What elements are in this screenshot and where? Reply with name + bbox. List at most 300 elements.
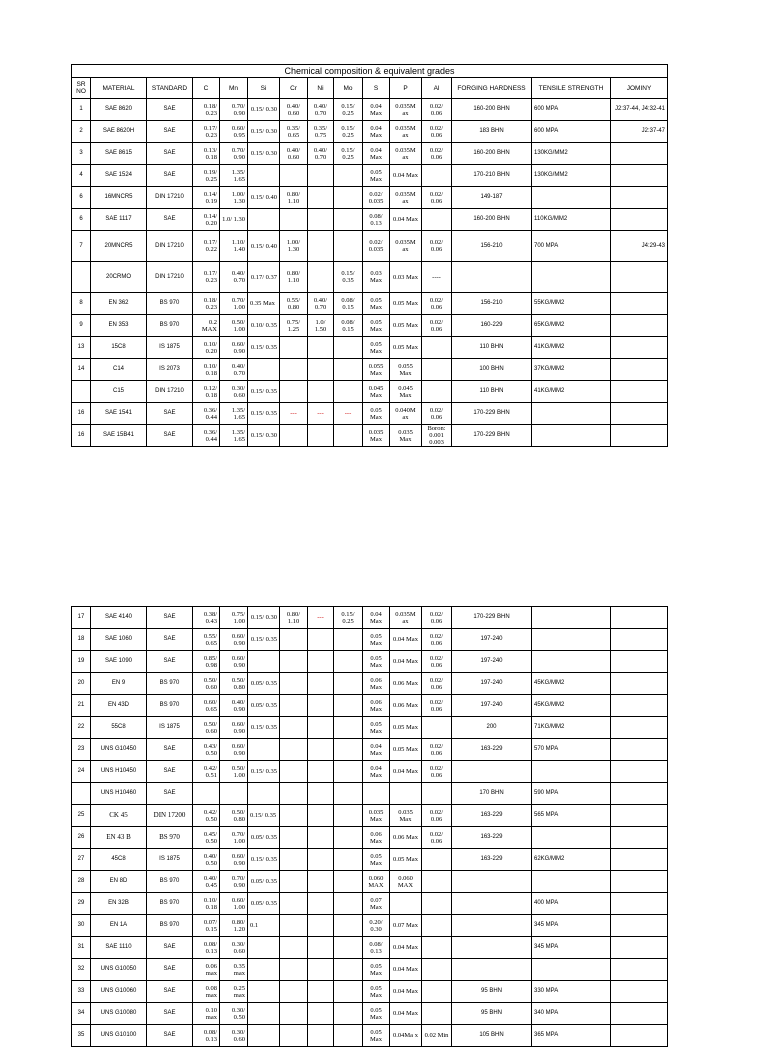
cell-mat: 45C8 xyxy=(91,849,147,871)
cell-al: 0.02/ 0.06 xyxy=(422,143,452,165)
cell-si xyxy=(248,651,280,673)
cell-mn: 0.60/ 1.00 xyxy=(220,893,248,915)
cell-mat: 20CRMO xyxy=(91,262,147,293)
cell-jom xyxy=(611,187,668,209)
table-row xyxy=(72,209,668,231)
cell-mn: 0.60/ 0.95 xyxy=(220,121,248,143)
cell-p: 0.035M ax xyxy=(390,231,422,262)
cell-mo xyxy=(334,695,363,717)
cell-s: 0.060 MAX xyxy=(363,871,390,893)
cell-c: 0.40/ 0.50 xyxy=(193,849,220,871)
cell-c: 0.08/ 0.13 xyxy=(193,937,220,959)
cell-p: 0.04 Max xyxy=(390,651,422,673)
cell-ts xyxy=(532,871,611,893)
cell-si: 0.15/ 0.35 xyxy=(248,849,280,871)
cell-si: 0.15/ 0.35 xyxy=(248,381,280,403)
cell-hard: 110 BHN xyxy=(452,381,532,403)
cell-ni xyxy=(308,629,334,651)
cell-al: 0.02/ 0.06 xyxy=(422,187,452,209)
cell-mat: CK 45 xyxy=(91,805,147,827)
cell-s: 0.05 Max xyxy=(363,165,390,187)
cell-s: 0.035 Max xyxy=(363,805,390,827)
cell-mo xyxy=(334,981,363,1003)
cell-s: 0.035 Max xyxy=(363,425,390,447)
cell-ni xyxy=(308,783,334,805)
cell-al xyxy=(422,871,452,893)
cell-ni: 0.40/ 0.70 xyxy=(308,293,334,315)
cell-mo xyxy=(334,337,363,359)
cell-sr xyxy=(72,381,91,403)
cell-s: 0.20/ 0.30 xyxy=(363,915,390,937)
cell-jom xyxy=(611,262,668,293)
cell-sr: 1 xyxy=(72,99,91,121)
cell-mn: 0.25 max xyxy=(220,981,248,1003)
cell-p: 0.060 MAX xyxy=(390,871,422,893)
cell-c: 0.45/ 0.50 xyxy=(193,827,220,849)
cell-std: BS 970 xyxy=(147,893,193,915)
cell-ts: 570 MPA xyxy=(532,739,611,761)
cell-ni xyxy=(308,959,334,981)
cell-al xyxy=(422,381,452,403)
cell-mo xyxy=(334,783,363,805)
cell-al xyxy=(422,915,452,937)
cell-ts: 365 MPA xyxy=(532,1025,611,1047)
cell-al: 0.02/ 0.06 xyxy=(422,673,452,695)
cell-si: 0.05/ 0.35 xyxy=(248,695,280,717)
cell-mat: C14 xyxy=(91,359,147,381)
cell-mn: 0.30/ 0.60 xyxy=(220,937,248,959)
table-row xyxy=(72,695,668,717)
cell-p: 0.055 Max xyxy=(390,359,422,381)
cell-hard: 197-240 xyxy=(452,629,532,651)
cell-ni: 1.0/ 1.50 xyxy=(308,315,334,337)
cell-cr xyxy=(280,959,308,981)
cell-si: 0.15/ 0.30 xyxy=(248,121,280,143)
cell-p: 0.05 Max xyxy=(390,739,422,761)
table-row xyxy=(72,607,668,629)
cell-mo xyxy=(334,959,363,981)
cell-c: 0.12/ 0.18 xyxy=(193,381,220,403)
cell-ts xyxy=(532,425,611,447)
cell-mo xyxy=(334,871,363,893)
cell-si xyxy=(248,739,280,761)
cell-std: SAE xyxy=(147,981,193,1003)
chemical-composition-table-1 xyxy=(71,64,668,447)
cell-ts xyxy=(532,403,611,425)
column-header: Mo xyxy=(334,78,363,99)
cell-cr: 0.80/ 1.10 xyxy=(280,607,308,629)
cell-s: 0.07 Max xyxy=(363,893,390,915)
cell-mat: UNS G10450 xyxy=(91,739,147,761)
cell-mat: EN 43 B xyxy=(91,827,147,849)
cell-sr: 8 xyxy=(72,293,91,315)
cell-cr xyxy=(280,209,308,231)
cell-p: 0.04 Max xyxy=(390,959,422,981)
table-row xyxy=(72,231,668,262)
cell-jom: J2:37-47 xyxy=(611,121,668,143)
cell-jom xyxy=(611,359,668,381)
cell-jom xyxy=(611,381,668,403)
cell-c: 0.43/ 0.50 xyxy=(193,739,220,761)
cell-mo xyxy=(334,425,363,447)
cell-ts xyxy=(532,187,611,209)
cell-hard: 156-210 xyxy=(452,231,532,262)
table-row xyxy=(72,981,668,1003)
cell-mat: SAE 1110 xyxy=(91,937,147,959)
cell-p xyxy=(390,893,422,915)
cell-ni xyxy=(308,673,334,695)
cell-al xyxy=(422,717,452,739)
cell-jom xyxy=(611,209,668,231)
cell-mat: UNS G10060 xyxy=(91,981,147,1003)
cell-s: 0.04 Max xyxy=(363,99,390,121)
cell-si xyxy=(248,981,280,1003)
cell-hard: 156-210 xyxy=(452,293,532,315)
cell-jom xyxy=(611,893,668,915)
cell-ni xyxy=(308,717,334,739)
cell-c: 0.10/ 0.18 xyxy=(193,359,220,381)
cell-mo: 0.15/ 0.25 xyxy=(334,121,363,143)
cell-si: 0.10/ 0.35 xyxy=(248,315,280,337)
cell-sr: 13 xyxy=(72,337,91,359)
cell-ts: 330 MPA xyxy=(532,981,611,1003)
cell-sr: 21 xyxy=(72,695,91,717)
table-row xyxy=(72,165,668,187)
table-row xyxy=(72,959,668,981)
cell-p: 0.06 Max xyxy=(390,695,422,717)
cell-si: 0.15/ 0.35 xyxy=(248,403,280,425)
cell-hard: 170-229 BHN xyxy=(452,403,532,425)
cell-jom xyxy=(611,143,668,165)
cell-ts: 62KG/MM2 xyxy=(532,849,611,871)
cell-mo: 0.15/ 0.25 xyxy=(334,607,363,629)
cell-sr: 4 xyxy=(72,165,91,187)
cell-jom xyxy=(611,673,668,695)
cell-hard: 160-200 BHN xyxy=(452,209,532,231)
cell-ts xyxy=(532,827,611,849)
cell-jom xyxy=(611,425,668,447)
cell-cr xyxy=(280,937,308,959)
cell-std: BS 970 xyxy=(147,827,193,849)
cell-std: IS 1875 xyxy=(147,849,193,871)
cell-al: 0.02/ 0.06 xyxy=(422,739,452,761)
cell-sr: 24 xyxy=(72,761,91,783)
cell-ts: 41KG/MM2 xyxy=(532,381,611,403)
cell-al: Boron: 0.001 0.003 xyxy=(422,425,452,447)
cell-cr xyxy=(280,337,308,359)
cell-cr: 0.80/ 1.10 xyxy=(280,262,308,293)
cell-mo xyxy=(334,717,363,739)
cell-c: 0.17/ 0.23 xyxy=(193,262,220,293)
cell-std: SAE xyxy=(147,121,193,143)
cell-p: 0.05 Max xyxy=(390,293,422,315)
cell-p xyxy=(390,783,422,805)
cell-mo xyxy=(334,629,363,651)
table-row xyxy=(72,1003,668,1025)
cell-hard: 95 BHN xyxy=(452,1003,532,1025)
cell-s: 0.04 Max xyxy=(363,761,390,783)
cell-cr xyxy=(280,849,308,871)
cell-hard: 163-229 xyxy=(452,827,532,849)
cell-mo xyxy=(334,937,363,959)
cell-mat: EN 32B xyxy=(91,893,147,915)
cell-jom xyxy=(611,651,668,673)
column-header: TENSILE STRENGTH xyxy=(532,78,611,99)
cell-std: BS 970 xyxy=(147,695,193,717)
cell-mn: 0.50/ 1.00 xyxy=(220,315,248,337)
table-row xyxy=(72,739,668,761)
cell-hard: 160-229 xyxy=(452,315,532,337)
cell-s: 0.05 Max xyxy=(363,293,390,315)
column-header: P xyxy=(390,78,422,99)
cell-si: 0.05/ 0.35 xyxy=(248,827,280,849)
cell-ts: 65KG/MM2 xyxy=(532,315,611,337)
cell-mat: C15 xyxy=(91,381,147,403)
cell-si: 0.15/ 0.30 xyxy=(248,607,280,629)
table-row xyxy=(72,849,668,871)
cell-mn: 0.70/ 0.90 xyxy=(220,871,248,893)
cell-mn: 0.70/ 0.90 xyxy=(220,143,248,165)
cell-s: 0.03 Max xyxy=(363,262,390,293)
cell-jom xyxy=(611,739,668,761)
cell-mo xyxy=(334,849,363,871)
cell-mn: 0.30/ 0.60 xyxy=(220,1025,248,1047)
cell-p: 0.06 Max xyxy=(390,673,422,695)
table-row xyxy=(72,651,668,673)
cell-si: 0.05/ 0.35 xyxy=(248,871,280,893)
cell-al xyxy=(422,359,452,381)
cell-mat: SAE 1541 xyxy=(91,403,147,425)
cell-ts: 700 MPA xyxy=(532,231,611,262)
cell-jom xyxy=(611,695,668,717)
cell-al: 0.02/ 0.06 xyxy=(422,99,452,121)
cell-ni xyxy=(308,381,334,403)
cell-jom xyxy=(611,805,668,827)
cell-ts xyxy=(532,761,611,783)
cell-si: 0.15/ 0.40 xyxy=(248,187,280,209)
cell-p: 0.05 Max xyxy=(390,315,422,337)
cell-al: 0.02/ 0.06 xyxy=(422,607,452,629)
cell-s: 0.08/ 0.13 xyxy=(363,937,390,959)
cell-al: ---- xyxy=(422,262,452,293)
cell-si xyxy=(248,1003,280,1025)
cell-si: 0.15/ 0.35 xyxy=(248,761,280,783)
cell-s: 0.05 Max xyxy=(363,629,390,651)
cell-mat: 16MNCR5 xyxy=(91,187,147,209)
cell-c: 0.14/ 0.19 xyxy=(193,187,220,209)
table-row xyxy=(72,629,668,651)
cell-ni xyxy=(308,651,334,673)
table-row xyxy=(72,937,668,959)
cell-sr: 16 xyxy=(72,425,91,447)
cell-mn: 0.60/ 0.90 xyxy=(220,337,248,359)
cell-hard xyxy=(452,761,532,783)
cell-si: 0.15/ 0.30 xyxy=(248,99,280,121)
cell-s: 0.05 Max xyxy=(363,1003,390,1025)
cell-sr: 33 xyxy=(72,981,91,1003)
cell-cr: 0.75/ 1.25 xyxy=(280,315,308,337)
cell-std: SAE xyxy=(147,937,193,959)
table-row xyxy=(72,381,668,403)
cell-cr xyxy=(280,651,308,673)
cell-si: 0.15/ 0.35 xyxy=(248,805,280,827)
cell-std: SAE xyxy=(147,99,193,121)
cell-hard: 200 xyxy=(452,717,532,739)
cell-cr: 0.80/ 1.10 xyxy=(280,187,308,209)
cell-jom xyxy=(611,915,668,937)
cell-al xyxy=(422,209,452,231)
cell-sr: 29 xyxy=(72,893,91,915)
cell-ts xyxy=(532,959,611,981)
cell-mat: EN 9 xyxy=(91,673,147,695)
cell-hard: 105 BHN xyxy=(452,1025,532,1047)
cell-hard xyxy=(452,915,532,937)
cell-s xyxy=(363,783,390,805)
cell-jom xyxy=(611,937,668,959)
cell-hard xyxy=(452,262,532,293)
cell-s: 0.045 Max xyxy=(363,381,390,403)
cell-mn: 1.35/ 1.65 xyxy=(220,403,248,425)
cell-c: 0.42/ 0.51 xyxy=(193,761,220,783)
cell-si xyxy=(248,1025,280,1047)
cell-al: 0.02/ 0.06 xyxy=(422,121,452,143)
cell-std: DIN 17210 xyxy=(147,381,193,403)
cell-ts: 45KG/MM2 xyxy=(532,673,611,695)
cell-hard: 160-200 BHN xyxy=(452,99,532,121)
cell-std: SAE xyxy=(147,783,193,805)
cell-ts: 37KG/MM2 xyxy=(532,359,611,381)
cell-mn: 0.70/ 0.90 xyxy=(220,99,248,121)
cell-sr: 14 xyxy=(72,359,91,381)
cell-mn: 0.35 max xyxy=(220,959,248,981)
table-row xyxy=(72,359,668,381)
cell-ni xyxy=(308,187,334,209)
cell-s: 0.04 Max xyxy=(363,607,390,629)
cell-p: 0.04 Max xyxy=(390,1003,422,1025)
cell-cr xyxy=(280,629,308,651)
cell-mat: SAE 8620 xyxy=(91,99,147,121)
table-row xyxy=(72,315,668,337)
cell-mat: 55C8 xyxy=(91,717,147,739)
cell-p: 0.035M ax xyxy=(390,187,422,209)
cell-c: 0.50/ 0.60 xyxy=(193,673,220,695)
cell-c: 0.08/ 0.13 xyxy=(193,1025,220,1047)
cell-std: IS 1875 xyxy=(147,337,193,359)
cell-c: 0.08 max xyxy=(193,981,220,1003)
cell-si: 0.17/ 0.37 xyxy=(248,262,280,293)
cell-mn: 1.00/ 1.30 xyxy=(220,187,248,209)
cell-c: 0.06 max xyxy=(193,959,220,981)
cell-hard xyxy=(452,937,532,959)
cell-jom xyxy=(611,981,668,1003)
cell-mo: 0.08/ 0.15 xyxy=(334,315,363,337)
cell-mn: 0.40/ 0.70 xyxy=(220,359,248,381)
cell-c: 0.55/ 0.65 xyxy=(193,629,220,651)
cell-std: SAE xyxy=(147,165,193,187)
cell-cr xyxy=(280,981,308,1003)
cell-std: DIN 17210 xyxy=(147,262,193,293)
cell-ts: 400 MPA xyxy=(532,893,611,915)
cell-jom xyxy=(611,827,668,849)
cell-c: 0.10/ 0.20 xyxy=(193,337,220,359)
cell-mo xyxy=(334,739,363,761)
cell-c: 0.42/ 0.50 xyxy=(193,805,220,827)
cell-mn: 0.60/ 0.90 xyxy=(220,629,248,651)
cell-sr: 35 xyxy=(72,1025,91,1047)
cell-std: SAE xyxy=(147,959,193,981)
cell-sr: 7 xyxy=(72,231,91,262)
cell-si xyxy=(248,165,280,187)
cell-p: 0.04 Max xyxy=(390,629,422,651)
cell-mn: 0.70/ 1.00 xyxy=(220,827,248,849)
cell-sr: 30 xyxy=(72,915,91,937)
cell-al xyxy=(422,783,452,805)
cell-std: SAE xyxy=(147,1003,193,1025)
cell-std: SAE xyxy=(147,739,193,761)
cell-s: 0.06 Max xyxy=(363,827,390,849)
cell-std: SAE xyxy=(147,761,193,783)
cell-ni xyxy=(308,1025,334,1047)
cell-mo xyxy=(334,915,363,937)
cell-p: 0.035 Max xyxy=(390,425,422,447)
cell-ts: 55KG/MM2 xyxy=(532,293,611,315)
cell-ni xyxy=(308,739,334,761)
cell-jom xyxy=(611,629,668,651)
cell-jom xyxy=(611,849,668,871)
cell-cr xyxy=(280,165,308,187)
cell-ts: 41KG/MM2 xyxy=(532,337,611,359)
cell-cr: 0.40/ 0.60 xyxy=(280,143,308,165)
cell-cr xyxy=(280,761,308,783)
cell-ni: --- xyxy=(308,403,334,425)
cell-al xyxy=(422,959,452,981)
table-row xyxy=(72,337,668,359)
table-row xyxy=(72,761,668,783)
cell-ni: 0.40/ 0.70 xyxy=(308,99,334,121)
cell-hard: 163-229 xyxy=(452,805,532,827)
cell-sr: 31 xyxy=(72,937,91,959)
cell-ni xyxy=(308,981,334,1003)
cell-hard xyxy=(452,871,532,893)
cell-c: 0.13/ 0.18 xyxy=(193,143,220,165)
cell-cr xyxy=(280,915,308,937)
column-header: Ni xyxy=(308,78,334,99)
cell-cr xyxy=(280,739,308,761)
cell-std: DIN 17200 xyxy=(147,805,193,827)
table-title: Chemical composition & equivalent grades xyxy=(72,65,668,78)
table-row xyxy=(72,783,668,805)
cell-mn: 1.10/ 1.40 xyxy=(220,231,248,262)
cell-cr: 0.55/ 0.80 xyxy=(280,293,308,315)
cell-al: 0.02/ 0.06 xyxy=(422,231,452,262)
cell-c xyxy=(193,783,220,805)
cell-std: SAE xyxy=(147,403,193,425)
cell-jom xyxy=(611,871,668,893)
cell-si xyxy=(248,359,280,381)
cell-cr xyxy=(280,805,308,827)
cell-s: 0.05 Max xyxy=(363,651,390,673)
cell-al: 0.02/ 0.06 xyxy=(422,651,452,673)
cell-mn: 0.60/ 0.90 xyxy=(220,717,248,739)
cell-ts xyxy=(532,651,611,673)
cell-mat: SAE 4140 xyxy=(91,607,147,629)
cell-s: 0.08/ 0.13 xyxy=(363,209,390,231)
cell-std: SAE xyxy=(147,209,193,231)
cell-al: 0.02/ 0.06 xyxy=(422,805,452,827)
cell-mo xyxy=(334,1025,363,1047)
cell-cr xyxy=(280,673,308,695)
cell-mo xyxy=(334,827,363,849)
